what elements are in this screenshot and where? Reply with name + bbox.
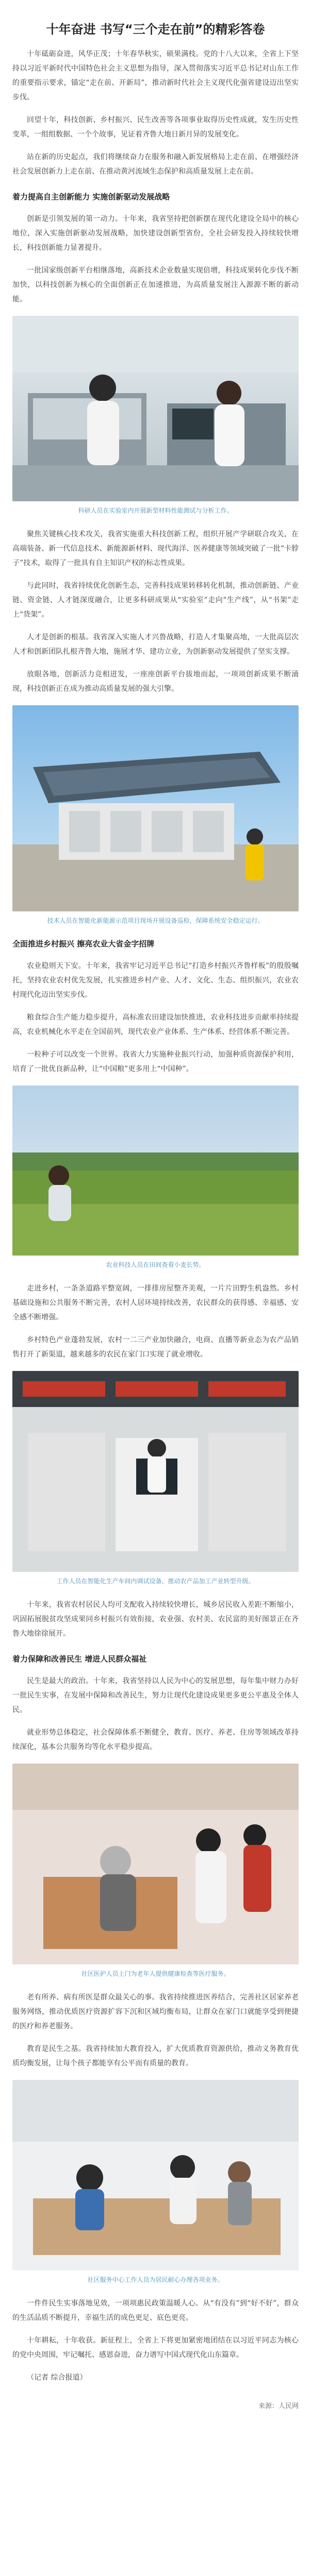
photo-energy-figure <box>12 705 299 911</box>
photo-energy <box>12 705 299 911</box>
section-paragraph: 教育是民生之基。我省持续加大教育投入，扩大优质教育资源供给，推动义务教育优质均衡发展，让每个孩子都能享有公平而有质量的教育。 <box>12 2045 299 2068</box>
section-paragraph: 粮食综合生产能力稳步提升，高标准农田建设加快推进，农业科技进步贡献率持续提高，农业机械化水平走在全国前列，现代农业产业体系、生产体系、经营体系不断完善。 <box>12 1013 299 1037</box>
section-paragraph: 乡村特色产业蓬勃发展，农村一二三产业加快融合，电商、直播等新业态为农产品销售打开了新渠道，越来越多的农民在家门口实现了就业增收。 <box>12 1336 299 1359</box>
section-heading-rural: 全面推进乡村振兴 擦亮农业大省金字招牌 <box>12 939 155 949</box>
photo-wheat-figure <box>12 1086 299 1256</box>
section-paragraph: 放眼各地，创新活力竞相迸发，一座座创新平台拔地而起，一项项创新成果不断涌现，科技创新正在成为推动高质量发展的强大引擎。 <box>12 670 299 693</box>
section-paragraph: 聚焦关键核心技术攻关，我省实施重大科技创新工程，组织开展产学研联合攻关，在高端装备、新一代信息技术、新能源新材料、现代海洋、医养健康等领域突破了一批“卡脖子”技术，取得了一批具有自主知识产权的标志性成果。 <box>12 530 299 568</box>
photo-caption: 农业科技人员在田间查看小麦长势。 <box>106 1261 205 1269</box>
photo-caption: 工作人员在智能化生产车间内调试设备，推动农产品加工产业转型升级。 <box>56 1578 255 1585</box>
section-paragraph: 一粒种子可以改变一个世界。我省大力实施种业振兴行动，加强种质资源保护利用，培育了一批优良新品种，让“中国粮”更多用上“中国种”。 <box>12 1050 299 1074</box>
section-paragraph: 民生是最大的政治。十年来，我省坚持以人民为中心的发展思想，每年集中财力办好一批民生实事，在发展中保障和改善民生，努力让现代化建设成果更多更公平惠及全体人民。 <box>12 1677 299 1715</box>
section-paragraph: 农业稳则天下安。十年来，我省牢记习近平总书记“打造乡村振兴齐鲁样板”的殷殷嘱托，坚持农业农村优先发展，扎实推进乡村产业、人才、文化、生态、组织振兴，农业农村现代化迈出坚实步伐。 <box>12 962 299 999</box>
photo-medical-figure <box>12 1764 299 1964</box>
photo-lab <box>12 316 299 501</box>
photo-caption: 科研人员在实验室内开展新型材料性能测试与分析工作。 <box>78 507 233 515</box>
section-paragraph: 创新是引领发展的第一动力。十年来，我省坚持把创新摆在现代化建设全局中的核心地位，深入实施创新驱动发展战略，加快建设创新型省份，全社会研发投入持续较快增长，科技创新能力显著提升。 <box>12 215 299 252</box>
photo-caption: 技术人员在智能化新能源示范项目现场开展设备巡检，保障系统安全稳定运行。 <box>47 917 264 925</box>
section-paragraph: 人才是创新的根基。我省深入实施人才兴鲁战略，打造人才集聚高地，一大批高层次人才和创新团队扎根齐鲁大地，施展才华、建功立业，为创新驱动发展提供了坚实支撑。 <box>12 633 299 656</box>
section-paragraph: （记者 综合报道） <box>27 2374 87 2382</box>
section-paragraph: 就业形势总体稳定，社会保障体系不断健全，教育、医疗、养老、住房等领域改革持续深化，基本公共服务均等化水平稳步提高。 <box>12 1728 299 1752</box>
section-paragraph: 十年来，我省农村居民人均可支配收入持续较快增长，城乡居民收入差距不断缩小，巩固拓展脱贫攻坚成果同乡村振兴有效衔接，农业强、农村美、农民富的美好图景正在齐鲁大地徐徐展开。 <box>12 1601 299 1638</box>
article-source: 来源：人民网 <box>258 2402 299 2411</box>
photo-caption: 社区医护人员上门为老年人提供健康检查等医疗服务。 <box>81 1970 230 1978</box>
section-paragraph: 一批国家级创新平台相继落地，高新技术企业数量实现倍增，科技成果转化步伐不断加快，以科技创新为核心的全面创新正在加速推进，为高质量发展注入源源不断的新动能。 <box>12 266 299 304</box>
intro-paragraph: 十年砥砺奋进，风华正茂；十年春华秋实，硕果满枝。党的十八大以来，全省上下坚持以习近平新时代中国特色社会主义思想为指导，深入贯彻落实习近平总书记对山东工作的重要指示要求，锚定“走在前、开新局”，推动新时代社会主义现代化强省建设迈出坚实步伐。 <box>12 50 299 102</box>
intro-paragraph: 回望十年，科技创新、乡村振兴、民生改善等各项事业取得历史性成就，发生历史性变革，一组组数据、一个个故事，见证着齐鲁大地日新月异的发展变化。 <box>12 116 299 139</box>
section-paragraph: 老有所养、病有所医是群众最关心的事。我省持续推进医养结合，完善社区居家养老服务网络，推动优质医疗资源扩容下沉和区域均衡布局，让群众在家门口就能享受到便捷的医疗和养老服务。 <box>12 1993 299 2031</box>
photo-wheat <box>12 1086 299 1256</box>
section-paragraph: 与此同时，我省持续优化创新生态，完善科技成果转移转化机制，推动创新链、产业链、资金链、人才链深度融合，让更多科研成果从“实验室”走向“生产线”，从“书架”走上“货架”。 <box>12 582 299 619</box>
section-paragraph: 走进乡村，一条条道路平整宽阔，一排排房屋整齐美观，一片片田野生机盎然。乡村基础设施和公共服务不断完善，农村人居环境持续改善，农民群众的获得感、幸福感、安全感不断增强。 <box>12 1284 299 1322</box>
intro-paragraph: 站在新的历史起点，我们将继续奋力在服务和融入新发展格局上走在前、在增强经济社会发展创新力上走在前、在推动黄河流域生态保护和高质量发展上走在前。 <box>12 153 299 176</box>
photo-service-figure <box>12 2080 299 2270</box>
photo-factory <box>12 1371 299 1572</box>
section-paragraph: 十年耕耘，十年收获。新征程上，全省上下将更加紧密地团结在以习近平同志为核心的党中央周围，牢记嘱托、感恩奋进，奋力谱写中国式现代化山东篇章。 <box>12 2336 299 2360</box>
section-heading-innovation: 着力提高自主创新能力 实施创新驱动发展战略 <box>12 192 170 202</box>
photo-factory-figure <box>12 1371 299 1572</box>
article-title: 十年奋进 书写“三个走在前”的精彩答卷 <box>46 22 265 37</box>
photo-lab-figure <box>12 316 299 501</box>
section-heading-livelihood: 着力保障和改善民生 增进人民群众福祉 <box>12 1654 147 1664</box>
section-paragraph: 一件件民生实事落地见效，一项项惠民政策温暖人心。从“有没有”到“好不好”，群众的生活品质不断提升，幸福生活的成色更足、底色更亮。 <box>12 2299 299 2323</box>
photo-service <box>12 2080 299 2270</box>
photo-caption: 社区服务中心工作人员为居民耐心办理各项业务。 <box>87 2276 224 2284</box>
photo-medical <box>12 1764 299 1964</box>
